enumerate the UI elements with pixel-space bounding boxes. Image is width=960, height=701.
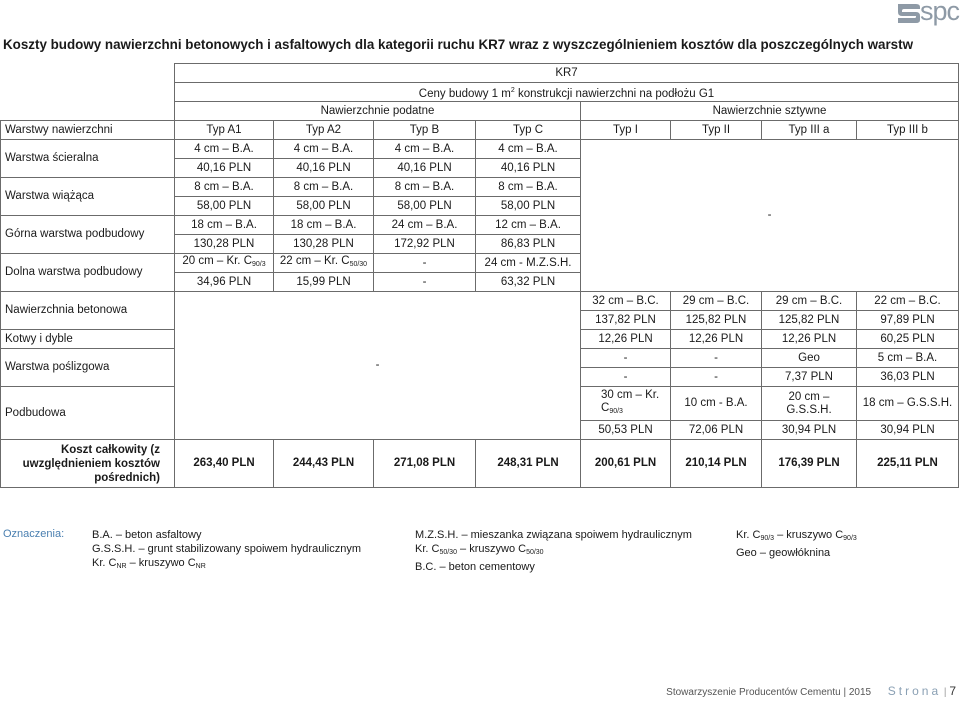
cost-cell: 50,53 PLN xyxy=(581,421,671,440)
cost-cell: 40,16 PLN xyxy=(476,159,581,178)
note-item: B.A. – beton asfaltowy xyxy=(92,529,202,541)
spec-cell: 10 cm - B.A. xyxy=(671,387,762,421)
sztywne-header: Nawierzchnie sztywne xyxy=(581,102,959,121)
cost-cell: 40,16 PLN xyxy=(274,159,374,178)
cost-cell: 97,89 PLN xyxy=(857,311,959,330)
cost-cell: 125,82 PLN xyxy=(671,311,762,330)
spec-cell: 24 cm - M.Z.S.H. xyxy=(476,254,581,273)
cost-cell: 40,16 PLN xyxy=(175,159,274,178)
cost-cell: 12,26 PLN xyxy=(671,330,762,349)
footer-org: Stowarzyszenie Producentów Cementu | 2015 xyxy=(666,687,872,698)
cost-cell: 12,26 PLN xyxy=(581,330,671,349)
spec-cell: 18 cm – B.A. xyxy=(274,216,374,235)
spec-cell: 32 cm – B.C. xyxy=(581,292,671,311)
total-cell: 244,43 PLN xyxy=(274,440,374,488)
spc-logo-text: spc xyxy=(920,0,960,26)
cost-cell: - xyxy=(581,368,671,387)
cost-cell: 15,99 PLN xyxy=(274,273,374,292)
type-header: Typ I xyxy=(581,121,671,140)
cost-cell: 58,00 PLN xyxy=(476,197,581,216)
row-label-dolna: Dolna warstwa podbudowy xyxy=(1,254,175,292)
cost-cell: 58,00 PLN xyxy=(274,197,374,216)
spec-cell: 4 cm – B.A. xyxy=(476,140,581,159)
row-label-gorna: Górna warstwa podbudowy xyxy=(1,216,175,254)
spec-cell: Geo xyxy=(762,349,857,368)
spec-cell: 5 cm – B.A. xyxy=(857,349,959,368)
footer-strona: Strona xyxy=(887,684,942,698)
row-label-scieralna: Warstwa ścieralna xyxy=(1,140,175,178)
notes-col-3 xyxy=(736,528,857,560)
spec-cell: 18 cm – G.S.S.H. xyxy=(857,387,959,421)
type-header: Typ A2 xyxy=(274,121,374,140)
cost-cell: - xyxy=(671,368,762,387)
spec-cell: 22 cm – B.C. xyxy=(857,292,959,311)
row-label-wiazaca: Warstwa wiążąca xyxy=(1,178,175,216)
warstwy-header: Warstwy nawierzchni xyxy=(1,121,175,140)
cost-cell: 12,26 PLN xyxy=(762,330,857,349)
note-item: M.Z.S.H. – mieszanka związana spoiwem hydraulicznym xyxy=(415,529,692,541)
type-header: Typ A1 xyxy=(175,121,274,140)
footer: Stowarzyszenie Producentów Cementu | 2015 Strona | 7 xyxy=(666,684,956,698)
spec-cell: - xyxy=(581,349,671,368)
ceny-header: Ceny budowy 1 $m^2$ konstrukcji nawierzchni na podłożu G1 xyxy=(175,83,959,102)
cost-cell: 172,92 PLN xyxy=(374,235,476,254)
kr-header: KR7 xyxy=(175,64,959,83)
cost-cell: 30,94 PLN xyxy=(762,421,857,440)
spec-cell: 30 cm – Kr. $C_{90/3}$ xyxy=(581,387,671,421)
type-header: Typ III a xyxy=(762,121,857,140)
type-header: Typ II xyxy=(671,121,762,140)
spec-cell: 8 cm – B.A. xyxy=(274,178,374,197)
note-item: B.C. – beton cementowy xyxy=(415,561,535,573)
spec-cell: 24 cm – B.A. xyxy=(374,216,476,235)
cost-cell: 137,82 PLN xyxy=(581,311,671,330)
spec-cell: 8 cm – B.A. xyxy=(374,178,476,197)
cost-cell: 125,82 PLN xyxy=(762,311,857,330)
rigid-dash: - xyxy=(581,140,959,292)
podatne-header: Nawierzchnie podatne xyxy=(175,102,581,121)
total-cell: 210,14 PLN xyxy=(671,440,762,488)
note-item: G.S.S.H. – grunt stabilizowany spoiwem hydraulicznym xyxy=(92,543,361,555)
cost-cell: 58,00 PLN xyxy=(175,197,274,216)
total-cell: 271,08 PLN xyxy=(374,440,476,488)
spec-cell: 20 cm – Kr. $C_{90/3}$ xyxy=(175,254,274,273)
spec-cell: - xyxy=(374,254,476,273)
spec-cell: 4 cm – B.A. xyxy=(274,140,374,159)
row-label-podbudowa: Podbudowa xyxy=(1,387,175,440)
total-cell: 248,31 PLN xyxy=(476,440,581,488)
spec-cell: 22 cm – Kr. $C_{50/30}$ xyxy=(274,254,374,273)
notes-col-2 xyxy=(415,528,692,574)
total-cell: 263,40 PLN xyxy=(175,440,274,488)
spec-cell: 18 cm – B.A. xyxy=(175,216,274,235)
cost-cell: 36,03 PLN xyxy=(857,368,959,387)
cost-cell: 7,37 PLN xyxy=(762,368,857,387)
cost-cell: 30,94 PLN xyxy=(857,421,959,440)
cost-cell: - xyxy=(374,273,476,292)
total-cell: 200,61 PLN xyxy=(581,440,671,488)
row-label-total: Koszt całkowity (z uwzględnieniem kosztów pośrednich) xyxy=(1,440,175,488)
cost-cell: 60,25 PLN xyxy=(857,330,959,349)
row-label-betonowa: Nawierzchnia betonowa xyxy=(1,292,175,330)
type-header: Typ III b xyxy=(857,121,959,140)
cost-cell: 34,96 PLN xyxy=(175,273,274,292)
type-header: Typ B xyxy=(374,121,476,140)
cost-cell: 58,00 PLN xyxy=(374,197,476,216)
total-cell: 176,39 PLN xyxy=(762,440,857,488)
notes-label: Oznaczenia: xyxy=(3,528,65,540)
spc-logo-icon xyxy=(896,1,922,25)
cost-table xyxy=(0,63,959,488)
row-label-posl: Warstwa poślizgowa xyxy=(1,349,175,387)
spec-cell: 4 cm – B.A. xyxy=(374,140,476,159)
note-item: Geo – geowłóknina xyxy=(736,547,831,559)
cost-cell: 63,32 PLN xyxy=(476,273,581,292)
note-item: Kr. $C_{90/3}$ – kruszywo $C_{90/3}$ xyxy=(736,529,857,542)
spec-cell: 8 cm – B.A. xyxy=(476,178,581,197)
page-title: Koszty budowy nawierzchni betonowych i asfaltowych dla kategorii ruchu KR7 wraz z wyszczególnieniem kosztów dla poszczególnych warstw xyxy=(3,37,914,52)
cost-cell: 130,28 PLN xyxy=(175,235,274,254)
cost-cell: 130,28 PLN xyxy=(274,235,374,254)
type-header: Typ C xyxy=(476,121,581,140)
spec-cell: 29 cm – B.C. xyxy=(671,292,762,311)
cost-cell: 40,16 PLN xyxy=(374,159,476,178)
cost-cell: 86,83 PLN xyxy=(476,235,581,254)
spec-cell: - xyxy=(671,349,762,368)
spec-cell: 8 cm – B.A. xyxy=(175,178,274,197)
note-item: Kr. $C_{NR}$ – kruszywo $C_{NR}$ xyxy=(92,557,206,570)
cost-cell: 72,06 PLN xyxy=(671,421,762,440)
note-item: Kr. $C_{50/30}$ – kruszywo $C_{50/30}$ xyxy=(415,543,544,556)
spec-cell: 29 cm – B.C. xyxy=(762,292,857,311)
total-cell: 225,11 PLN xyxy=(857,440,959,488)
notes-col-1 xyxy=(92,528,361,574)
spec-cell: 4 cm – B.A. xyxy=(175,140,274,159)
spec-cell: 12 cm – B.A. xyxy=(476,216,581,235)
spec-cell: 20 cm – G.S.S.H. xyxy=(762,387,857,421)
footer-page-number: 7 xyxy=(949,684,956,698)
spc-logo xyxy=(896,0,960,26)
flex-dash: - xyxy=(175,292,581,440)
row-label-kotwy: Kotwy i dyble xyxy=(1,330,175,349)
